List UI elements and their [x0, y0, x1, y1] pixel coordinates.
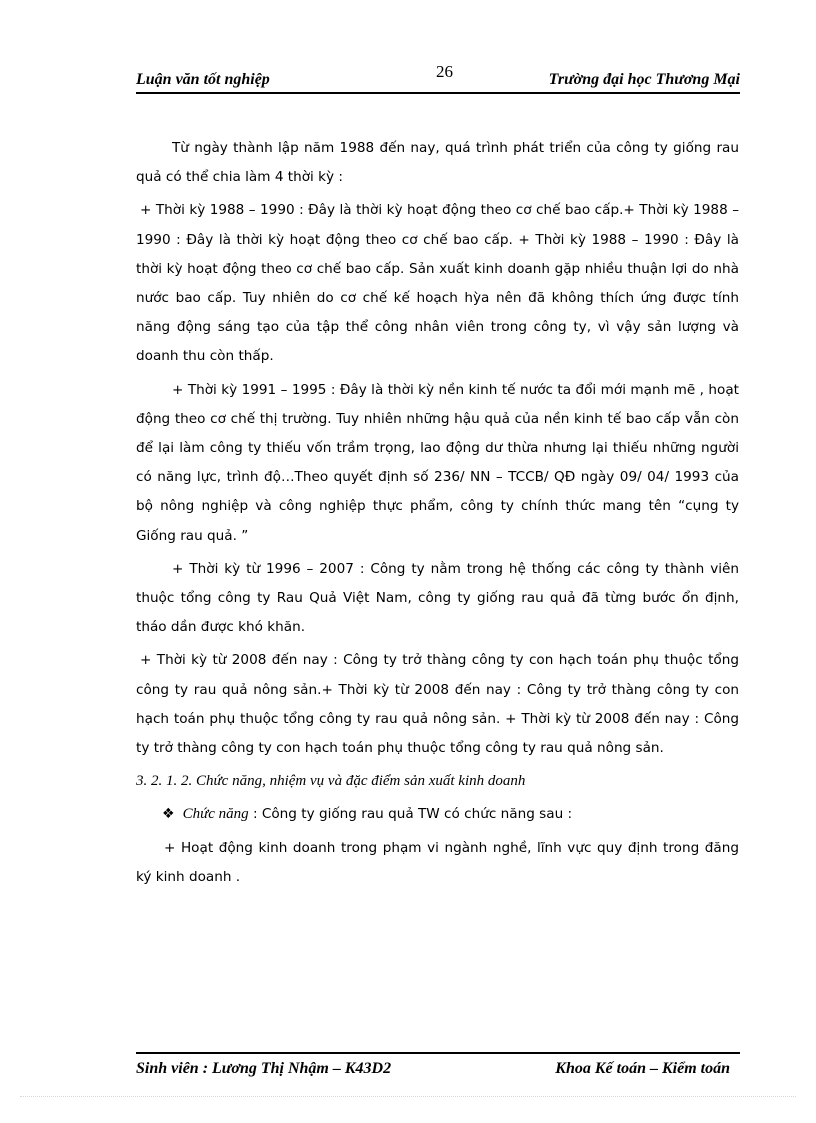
- page-number: 26: [436, 62, 453, 81]
- diamond-bullet-icon: ❖: [162, 806, 175, 823]
- paragraph-period-1996: + Thời kỳ từ 1996 – 2007 : Công ty nằm trong hệ thống các công ty thành viên thuộc tổng công ty Rau Quả Việt Nam, công ty giống rau quả đã từng bước ổn định, tháo dần được khó khăn.: [136, 560, 739, 636]
- footer-student: Sinh viên : Lương Thị Nhậm – K43D2: [136, 1060, 392, 1077]
- paragraph-period-1988: + Thời kỳ 1988 – 1990 : Đây là thời kỳ hoạt động theo cơ chế bao cấp.+ Thời kỳ 1988 – 1990 : Đây là thời kỳ hoạt động theo cơ chế bao cấp. + Thời kỳ 1988 – 1990 : Đây là thời kỳ hoạt động theo cơ chế bao cấp. Sản xuất kinh doanh gặp nhiều thuận lợi do nhà nước bao cấp. Tuy nhiên do cơ chế kế hoạch hỳa nên đã không thích ứng được tính năng động sáng tạo của tập thể công nhân viên trong công ty, vì vậy sản lượng và doanh thu còn thấp.: [136, 202, 739, 365]
- header-university: Trường đại học Thương Mại: [548, 71, 740, 88]
- section-heading: 3. 2. 1. 2. Chức năng, nhiệm vụ và đặc điểm sản xuất kinh doanh: [136, 773, 526, 790]
- bullet-text: : Công ty giống rau quả TW có chức năng sau :: [248, 806, 573, 823]
- paragraph-business-activity: + Hoạt động kinh doanh trong phạm vi ngành nghề, lĩnh vực quy định trong đăng ký kinh doanh .: [136, 839, 739, 885]
- bullet-functions: [136, 800, 739, 829]
- page-header: [136, 62, 740, 94]
- paragraph-period-2008: + Thời kỳ từ 2008 đến nay : Công ty trở thàng công ty con hạch toán phụ thuộc tổng công ty rau quả nông sản.+ Thời kỳ từ 2008 đến nay : Công ty trở thàng công ty con hạch toán phụ thuộc tổng công ty rau quả nông sản. + Thời kỳ từ 2008 đến nay : Công ty trở thàng công ty con hạch toán phụ thuộc tổng công ty rau quả nông sản.: [136, 652, 739, 757]
- page-footer: [136, 1052, 740, 1084]
- paragraph-intro: Từ ngày thành lập năm 1988 đến nay, quá trình phát triển của công ty giống rau quả có thể chia làm 4 thời kỳ :: [136, 140, 739, 186]
- page-bottom-border: [20, 1096, 796, 1097]
- header-thesis-title: Luận văn tốt nghiệp: [136, 71, 270, 88]
- bullet-label: Chức năng: [182, 806, 249, 823]
- footer-faculty: Khoa Kế toán – Kiểm toán: [555, 1060, 730, 1077]
- paragraph-period-1991: + Thời kỳ 1991 – 1995 : Đây là thời kỳ nền kinh tế nước ta đổi mới mạnh mẽ , hoạt động theo cơ chế thị trường. Tuy nhiên những hậu quả của nền kinh tế bao cấp vẫn còn để lại làm công ty thiếu vốn trầm trọng, lao động dư thừa nhưng lại thiếu những người có năng lực, trình độ…Theo quyết định số 236/ NN – TCCB/ QĐ ngày 09/ 04/ 1993 của bộ nông nghiệp và công nghiệp thực phẩm, công ty chính thức mang tên “cụng ty Giống rau quả. ”: [136, 381, 739, 544]
- document-body: [136, 134, 739, 896]
